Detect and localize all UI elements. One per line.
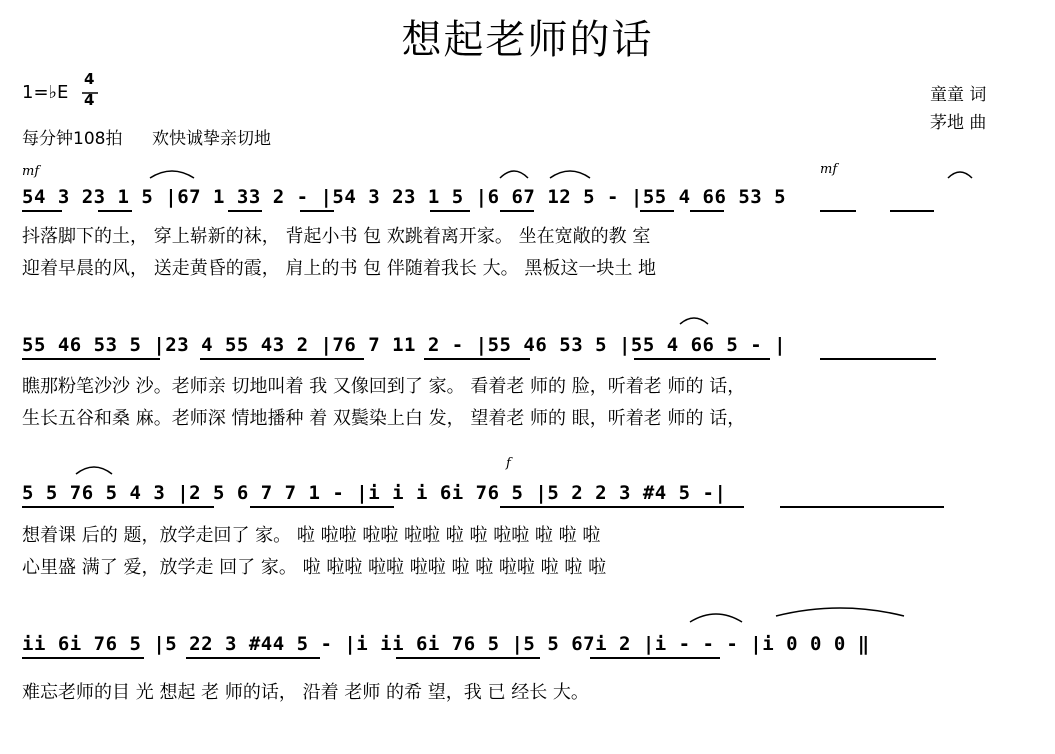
lyricist-credit: 童童 词 xyxy=(930,85,987,105)
dynamic-f: f xyxy=(506,456,511,471)
staff-row-3-lyrics-verse-1: 想着课 后的 题，放学走回了 家。 啦 啦啦 啦啦 啦啦 啦 啦 啦啦 啦 啦 啦 xyxy=(22,525,601,546)
staff-row-4-notes: ii 6i 76 5 |5 22 3 #44 5 - |i ii 6i 76 5 |5 5 67i 2 |i - - - |i 0 0 0 ‖ xyxy=(22,633,870,655)
song-title: 想起老师的话 xyxy=(401,17,654,63)
time-signature-top: 4 xyxy=(84,70,95,88)
tempo-marking: 每分钟108拍 xyxy=(22,129,123,149)
staff-row-2-lyrics-verse-1: 瞧那粉笔沙沙 沙。老师亲 切地叫着 我 又像回到了 家。 看着老 师的 脸，听着老 师的 话， xyxy=(22,376,746,397)
expression-marking: 欢快诚挚亲切地 xyxy=(152,129,271,149)
staff-row-1-notes: 54 3 23 1 5 |67 1 33 2 - |54 3 23 1 5 |6 67 12 5 - |55 4 66 53 5 xyxy=(22,186,787,208)
staff-row-3-notes: 5 5 76 5 4 3 |2 5 6 7 7 1 - |i i i 6i 76 5 |5 2 2 3 #4 5 -| xyxy=(22,482,727,504)
composer-credit: 茅地 曲 xyxy=(930,113,987,133)
key-signature: 1=♭E xyxy=(22,82,69,103)
dynamic-mf: mf xyxy=(22,164,40,179)
time-signature-bottom: 4 xyxy=(84,91,95,109)
staff-row-3-lyrics-verse-2: 心里盛 满了 爱，放学走 回了 家。 啦 啦啦 啦啦 啦啦 啦 啦 啦啦 啦 啦 啦 xyxy=(22,557,607,578)
staff-row-1-lyrics-verse-1: 抖落脚下的土， 穿上崭新的袜， 背起小书 包 欢跳着离开家。 坐在宽敞的教 室 xyxy=(22,226,651,247)
staff-row-1-lyrics-verse-2: 迎着早晨的风， 送走黄昏的霞， 肩上的书 包 伴随着我长 大。 黑板这一块土 地 xyxy=(22,258,657,279)
staff-row-2-lyrics-verse-2: 生长五谷和桑 麻。老师深 情地播种 着 双鬓染上白 发， 望着老 师的 眼，听着老 师的 话， xyxy=(22,408,746,429)
dynamic-mf-2: mf xyxy=(820,162,838,177)
staff-row-2-notes: 55 46 53 5 |23 4 55 43 2 |76 7 11 2 - |55 46 53 5 |55 4 66 5 - | xyxy=(22,334,787,356)
staff-row-4-lyrics-verse-1: 难忘老师的目 光 想起 老 师的话， 沿着 老师 的希 望，我 已 经长 大。 xyxy=(22,682,589,703)
